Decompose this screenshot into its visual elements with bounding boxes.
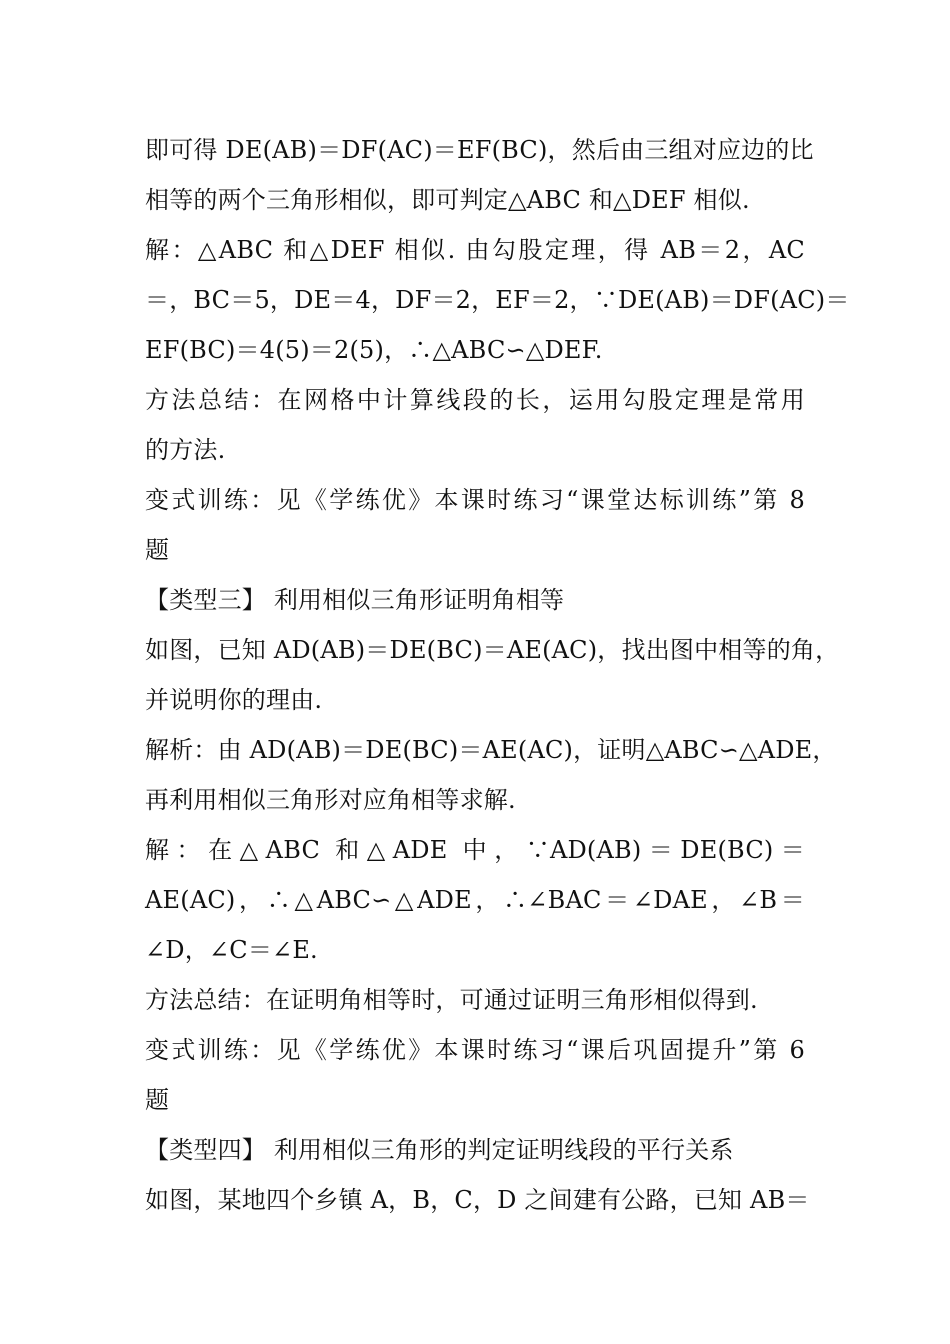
- text-line: 方法总结：在证明角相等时，可通过证明三角形相似得到.: [145, 986, 758, 1014]
- section-heading: 【类型四】 利用相似三角形的判定证明线段的平行关系: [145, 1136, 734, 1164]
- text-line: 方法总结：在网格中计算线段的长，运用勾股定理是常用: [145, 386, 805, 414]
- section-heading: 【类型三】 利用相似三角形证明角相等: [145, 586, 565, 614]
- text-line: 如图，已知 AD(AB)＝DE(BC)＝AE(AC)，找出图中相等的角，: [145, 636, 840, 664]
- text-line: 并说明你的理由.: [145, 686, 323, 714]
- text-line: 如图，某地四个乡镇 A，B，C，D 之间建有公路，已知 AB＝: [145, 1186, 810, 1214]
- text-line: 解析：由 AD(AB)＝DE(BC)＝AE(AC)，证明△ABC∽△ADE，: [145, 736, 837, 764]
- text-line: 相等的两个三角形相似，即可判定△ABC 和△DEF 相似.: [145, 186, 750, 214]
- text-line: 的方法.: [145, 436, 226, 464]
- text-line: 即可得 DE(AB)＝DF(AC)＝EF(BC)，然后由三组对应边的比: [145, 136, 814, 164]
- text-line: 再利用相似三角形对应角相等求解.: [145, 786, 516, 814]
- text-line: 解：在△ABC 和△ADE 中，∵AD(AB)＝DE(BC)＝: [145, 836, 805, 864]
- text-line: ∠D，∠C＝∠E.: [145, 936, 318, 964]
- text-line: 变式训练：见《学练优》本课时练习“课后巩固提升”第 6: [145, 1036, 805, 1064]
- text-line: 解：△ABC 和△DEF 相似. 由勾股定理，得 AB＝2，AC: [145, 236, 805, 264]
- text-line: 题: [145, 1086, 170, 1114]
- text-line: 变式训练：见《学练优》本课时练习“课堂达标训练”第 8: [145, 486, 805, 514]
- text-line: 题: [145, 536, 170, 564]
- text-line: EF(BC)＝4(5)＝2(5)，∴△ABC∽△DEF.: [145, 336, 603, 364]
- text-line: ＝，BC＝5，DE＝4，DF＝2，EF＝2，∵DE(AB)＝DF(AC)＝: [145, 286, 850, 314]
- text-line: AE(AC)，∴△ABC∽△ADE，∴∠BAC＝∠DAE，∠B＝: [145, 886, 805, 914]
